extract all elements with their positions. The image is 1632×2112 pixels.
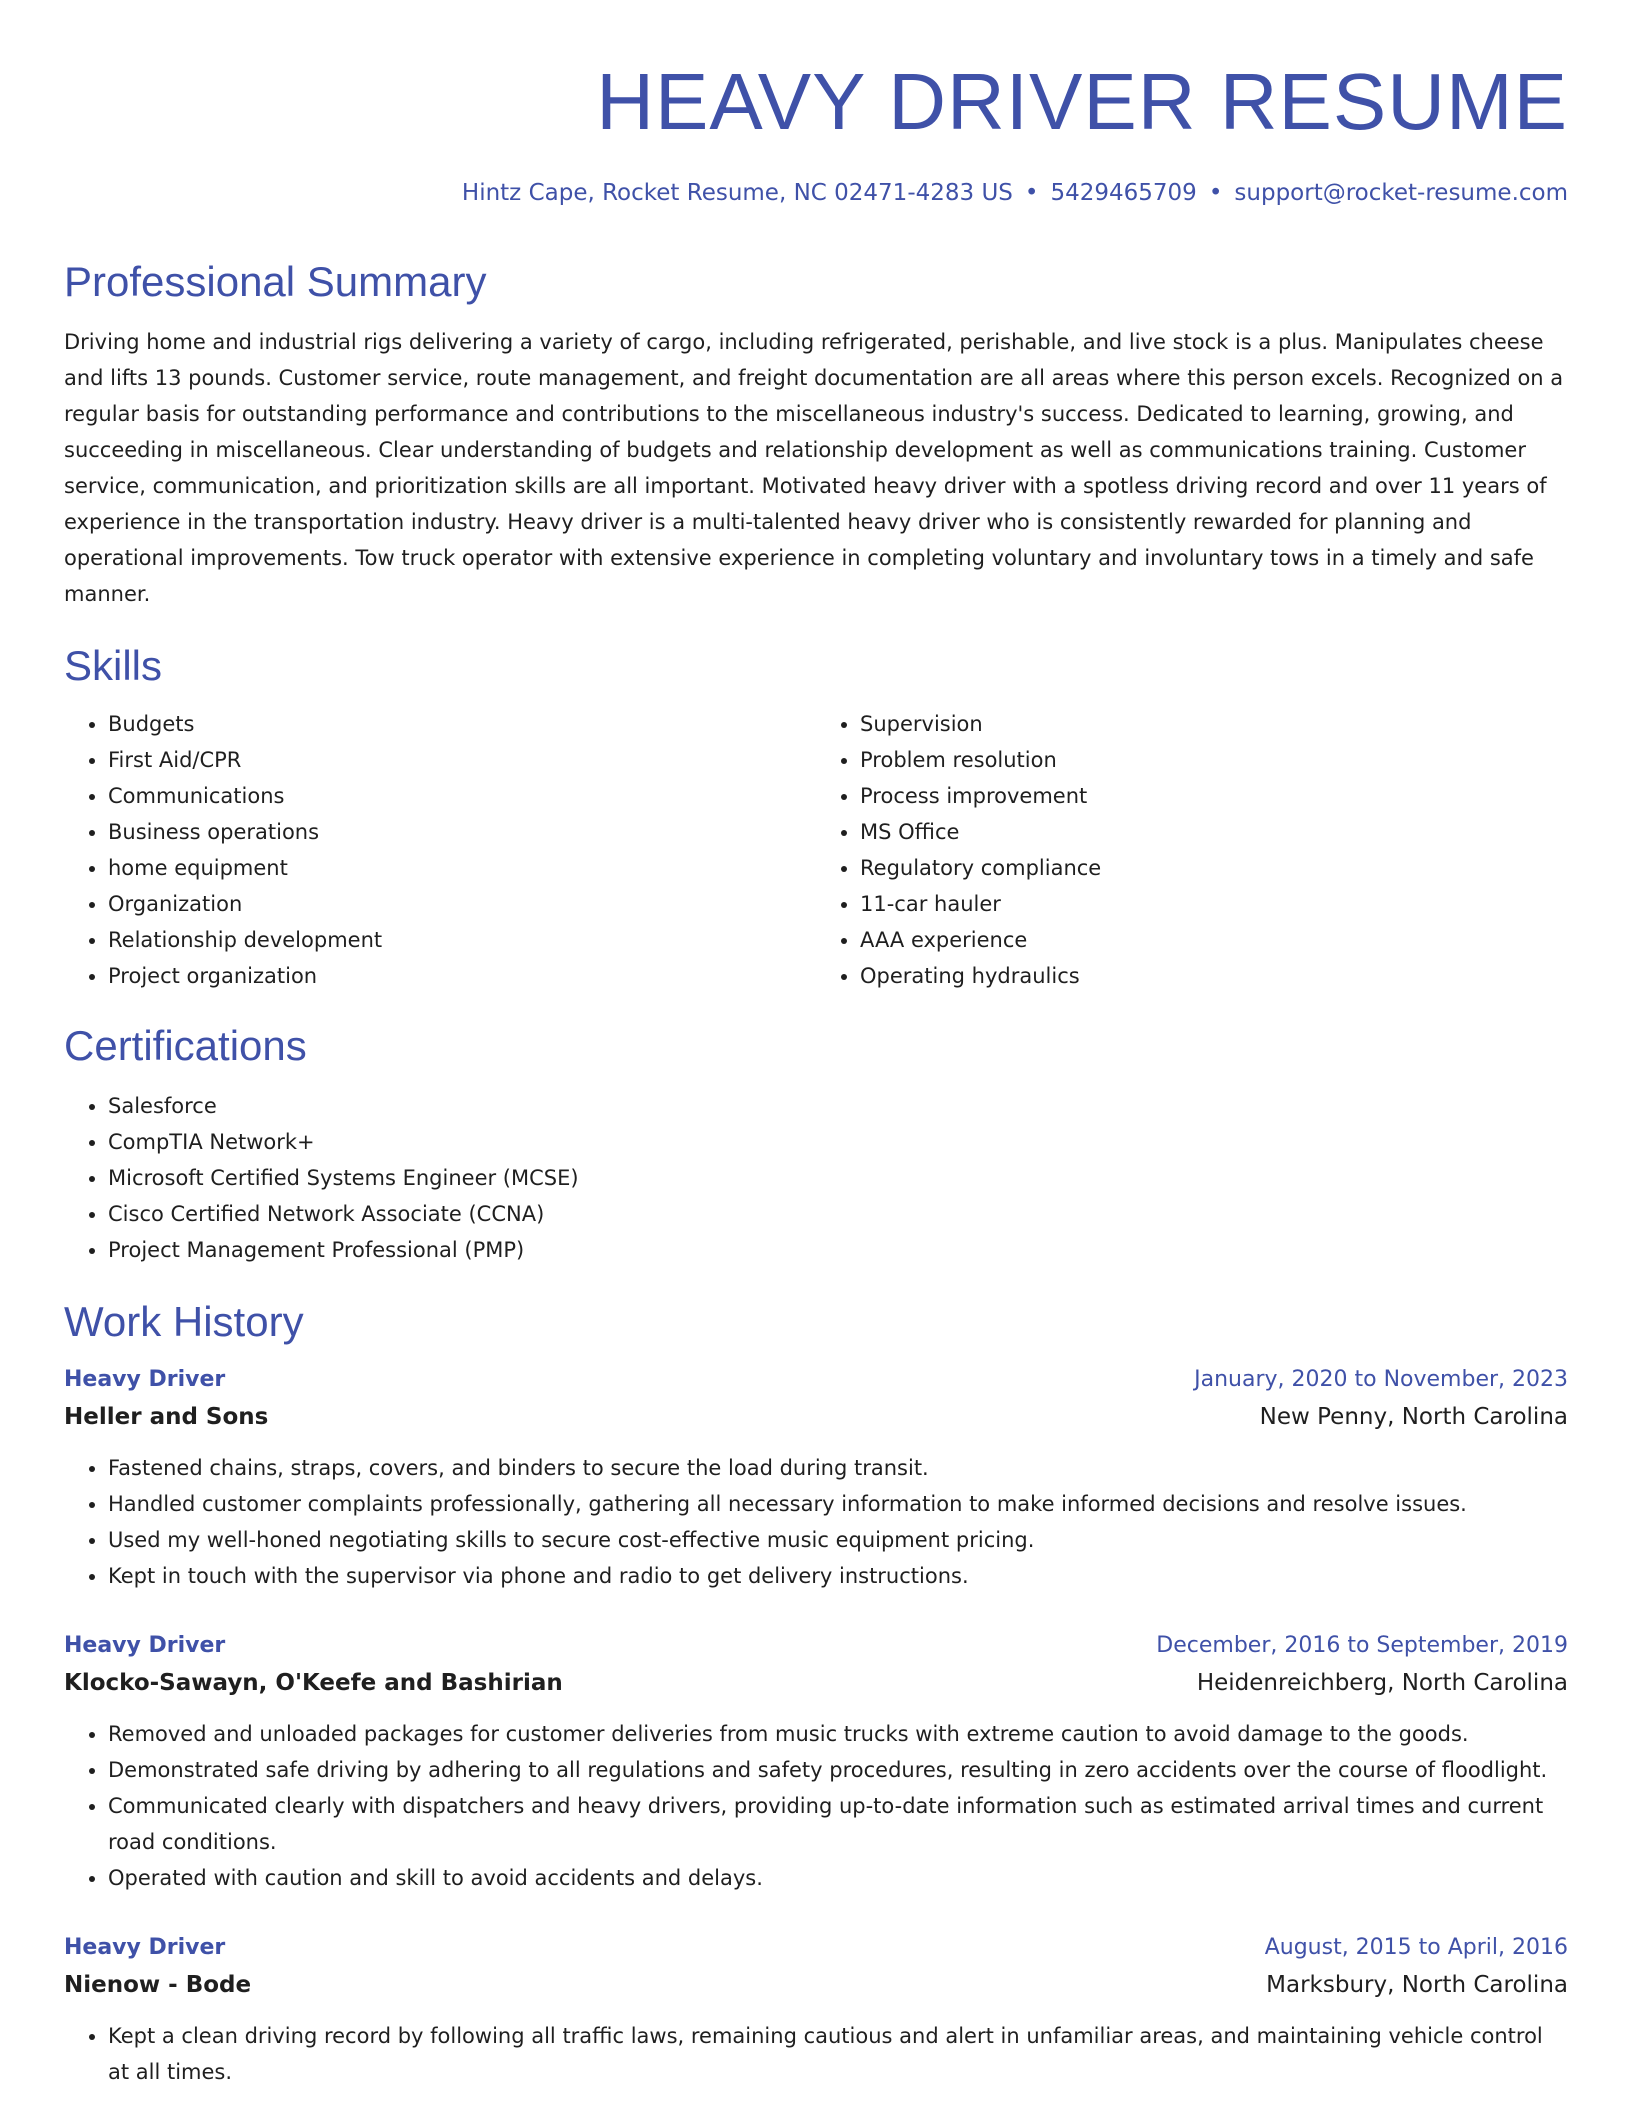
job-header-row <box>64 1362 1568 1398</box>
certifications-heading: Certifications <box>64 1022 307 1069</box>
job-bullet: • Communicated clearly with dispatchers and heavy drivers, providing up-to-date information such as estimated arrival times and current road conditions. <box>108 1788 1568 1860</box>
job-company: Heller and Sons <box>64 1404 269 1430</box>
certification-item: • Microsoft Certified Systems Engineer (MCSE) <box>108 1160 1568 1196</box>
skill-item: • Problem resolution <box>860 742 1568 778</box>
certification-item: • CompTIA Network+ <box>108 1124 1568 1160</box>
resume-name: HEAVY DRIVER RESUME <box>596 57 1568 146</box>
job-bullet: • Used my well-honed negotiating skills to secure cost-effective music equipment pricing. <box>108 1522 1568 1558</box>
skill-item: • Regulatory compliance <box>860 850 1568 886</box>
job-entry <box>64 1362 1568 1594</box>
job-title: Heavy Driver <box>64 1935 226 1960</box>
summary-heading: Professional Summary <box>64 258 487 305</box>
skill-item: • Communications <box>108 778 816 814</box>
skill-item: • Business operations <box>108 814 816 850</box>
skills-list-left <box>64 706 816 994</box>
job-bullet: • Kept a clean driving record by following all traffic laws, remaining cautious and alert in unfamiliar areas, and maintaining vehicle control at all times. <box>108 2018 1568 2090</box>
certification-item: • Cisco Certified Network Associate (CCNA) <box>108 1196 1568 1232</box>
job-bullet: • Fastened chains, straps, covers, and binders to secure the load during transit. <box>108 1450 1568 1486</box>
contact-separator: • <box>1024 180 1039 206</box>
job-bullet: • Kept in touch with the supervisor via phone and radio to get delivery instructions. <box>108 1558 1568 1594</box>
skill-item: • Organization <box>108 886 816 922</box>
job-header-row <box>64 1628 1568 1664</box>
job-dates: January, 2020 to November, 2023 <box>1194 1367 1568 1392</box>
skill-item: • Project organization <box>108 958 816 994</box>
job-bullet: • Handled customer complaints professionally, gathering all necessary information to make informed decisions and resolve issues. <box>108 1486 1568 1522</box>
job-company-row <box>64 1664 1568 1702</box>
job-company: Nienow - Bode <box>64 1972 252 1998</box>
skill-item: • First Aid/CPR <box>108 742 816 778</box>
summary-text: Driving home and industrial rigs delivering a variety of cargo, including refrigerated, perishable, and live stock is a plus. Manipulates cheese and lifts 13 pounds. Customer service, route management, and freight documentation are all areas where this person excels. Recognized on a regular basis for outstanding performance and contributions to the miscellaneous industry's success. Dedicated to learning, growing, and succeeding in miscellaneous. Clear understanding of budgets and relationship development as well as communications training. Customer service, communication, and prioritization skills are all important. Motivated heavy driver with a spotless driving record and over 11 years of experience in the transportation industry. Heavy driver is a multi-talented heavy driver who is consistently rewarded for planning and operational improvements. Tow truck operator with extensive experience in completing voluntary and involuntary tows in a timely and safe manner. <box>64 330 1564 606</box>
skill-item: • 11-car hauler <box>860 886 1568 922</box>
skill-item: • Operating hydraulics <box>860 958 1568 994</box>
certification-item: • Salesforce <box>108 1088 1568 1124</box>
job-bullets <box>64 1716 1568 1896</box>
certifications-list <box>64 1088 1568 1268</box>
job-bullet: • Demonstrated safe driving by adhering to all regulations and safety procedures, resulting in zero accidents over the course of floodlight. <box>108 1752 1568 1788</box>
job-dates: December, 2016 to September, 2019 <box>1156 1633 1568 1658</box>
job-title: Heavy Driver <box>64 1367 226 1392</box>
job-company-row <box>64 1398 1568 1436</box>
certification-item: • Project Management Professional (PMP) <box>108 1232 1568 1268</box>
job-title: Heavy Driver <box>64 1633 226 1658</box>
skill-item: • Process improvement <box>860 778 1568 814</box>
contact-separator: • <box>1208 180 1223 206</box>
skill-item: • MS Office <box>860 814 1568 850</box>
skills-columns <box>64 706 1568 994</box>
job-bullet: • Operated with caution and skill to avoid accidents and delays. <box>108 1860 1568 1896</box>
job-bullets <box>64 2018 1568 2090</box>
job-bullet: • Removed and unloaded packages for customer deliveries from music trucks with extreme caution to avoid damage to the goods. <box>108 1716 1568 1752</box>
skill-item: • AAA experience <box>860 922 1568 958</box>
skill-item: • Budgets <box>108 706 816 742</box>
job-location: New Penny, North Carolina <box>1259 1404 1568 1430</box>
contact-line <box>64 178 1568 208</box>
job-entry <box>64 1930 1568 2090</box>
skill-item: • Supervision <box>860 706 1568 742</box>
contact-email[interactable]: support@rocket-resume.com <box>1234 180 1568 206</box>
job-company: Klocko-Sawayn, O'Keefe and Bashirian <box>64 1670 563 1696</box>
work-history-heading: Work History <box>64 1298 304 1345</box>
job-location: Marksbury, North Carolina <box>1266 1972 1568 1998</box>
skill-item: • home equipment <box>108 850 816 886</box>
resume-page <box>64 0 1568 2090</box>
job-location: Heidenreichberg, North Carolina <box>1196 1670 1568 1696</box>
contact-phone[interactable]: 5429465709 <box>1050 180 1197 206</box>
job-bullets <box>64 1450 1568 1594</box>
job-header-row <box>64 1930 1568 1966</box>
skill-item: • Relationship development <box>108 922 816 958</box>
contact-address: Hintz Cape, Rocket Resume, NC 02471-4283 US <box>461 180 1013 206</box>
job-company-row <box>64 1966 1568 2004</box>
job-dates: August, 2015 to April, 2016 <box>1264 1935 1568 1960</box>
job-entry <box>64 1628 1568 1896</box>
skills-heading: Skills <box>64 642 163 689</box>
skills-list-right <box>816 706 1568 994</box>
